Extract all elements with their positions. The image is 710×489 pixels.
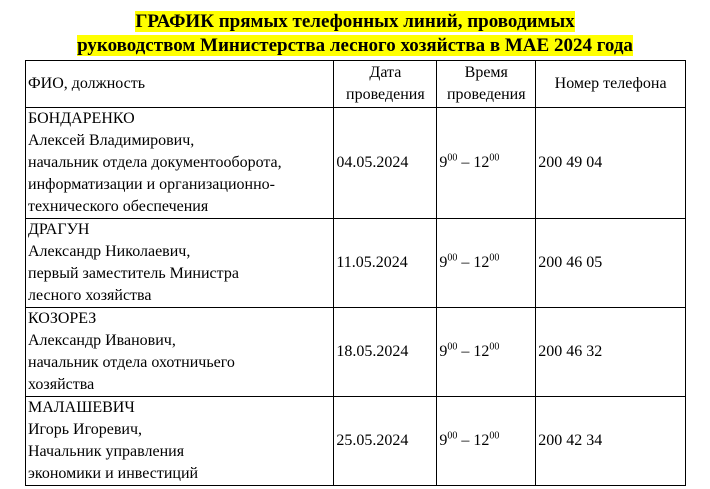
time-to: 12 [473, 154, 490, 171]
cell-phone: 200 49 04 [536, 108, 686, 219]
cell-date: 25.05.2024 [334, 397, 437, 486]
time-to-minutes: 00 [489, 252, 500, 264]
cell-fio [26, 219, 334, 308]
header-date-line1: Дата [369, 64, 402, 81]
time-dash: – [457, 432, 474, 449]
cell-fio [26, 308, 334, 397]
time-from: 9 [439, 254, 448, 271]
given-name: Алексей Владимирович, [28, 132, 195, 149]
cell-time [437, 108, 536, 219]
header-time [437, 61, 536, 108]
header-row [26, 61, 686, 108]
header-fio: ФИО, должность [26, 61, 334, 108]
cell-date: 11.05.2024 [334, 219, 437, 308]
surname: МАЛАШЕВИЧ [28, 399, 135, 416]
time-from-minutes: 00 [447, 341, 458, 353]
table-row [26, 219, 686, 308]
position-line: информатизации и организационно- [28, 176, 275, 193]
header-time-line1: Время [464, 64, 508, 81]
cell-time [437, 397, 536, 486]
surname: ДРАГУН [28, 221, 90, 238]
cell-time [437, 308, 536, 397]
time-dash: – [457, 254, 474, 271]
cell-phone: 200 42 34 [536, 397, 686, 486]
time-from: 9 [439, 432, 448, 449]
time-to-minutes: 00 [489, 341, 500, 353]
surname: КОЗОРЕЗ [28, 310, 97, 327]
position-line: начальник отдела охотничьего [28, 354, 235, 371]
cell-date: 04.05.2024 [334, 108, 437, 219]
given-name: Игорь Игоревич, [28, 421, 142, 438]
cell-date: 18.05.2024 [334, 308, 437, 397]
time-to: 12 [473, 432, 490, 449]
header-date-line2: проведения [346, 86, 425, 103]
cell-time [437, 219, 536, 308]
time-from-minutes: 00 [447, 152, 458, 164]
title-line-1: ГРАФИК прямых телефонных линий, проводимых [135, 11, 575, 32]
time-dash: – [457, 154, 474, 171]
document-title [0, 10, 710, 58]
time-to: 12 [473, 254, 490, 271]
cell-fio [26, 108, 334, 219]
time-to-minutes: 00 [489, 430, 500, 442]
time-from: 9 [439, 343, 448, 360]
surname: БОНДАРЕНКО [28, 110, 135, 127]
position-line: Начальник управления [28, 443, 185, 460]
position-line: лесного хозяйства [28, 287, 152, 304]
time-dash: – [457, 343, 474, 360]
table-row [26, 397, 686, 486]
table-row [26, 108, 686, 219]
header-phone: Номер телефона [536, 61, 686, 108]
given-name: Александр Иванович, [28, 332, 176, 349]
table-row [26, 308, 686, 397]
time-from-minutes: 00 [447, 430, 458, 442]
time-from: 9 [439, 154, 448, 171]
time-to: 12 [473, 343, 490, 360]
table-body [26, 108, 686, 486]
schedule-table [25, 60, 686, 486]
position-line: технического обеспечения [28, 198, 209, 215]
time-from-minutes: 00 [447, 252, 458, 264]
given-name: Александр Николаевич, [28, 243, 191, 260]
cell-phone: 200 46 05 [536, 219, 686, 308]
header-date [334, 61, 437, 108]
cell-phone: 200 46 32 [536, 308, 686, 397]
position-line: хозяйства [28, 376, 95, 393]
position-line: экономики и инвестиций [28, 465, 199, 482]
header-time-line2: проведения [446, 86, 526, 103]
cell-fio [26, 397, 334, 486]
position-line: начальник отдела документооборота, [28, 154, 282, 171]
position-line: первый заместитель Министра [28, 265, 239, 282]
title-line-2: руководством Министерства лесного хозяйства в МАЕ 2024 года [77, 35, 633, 56]
time-to-minutes: 00 [489, 152, 500, 164]
